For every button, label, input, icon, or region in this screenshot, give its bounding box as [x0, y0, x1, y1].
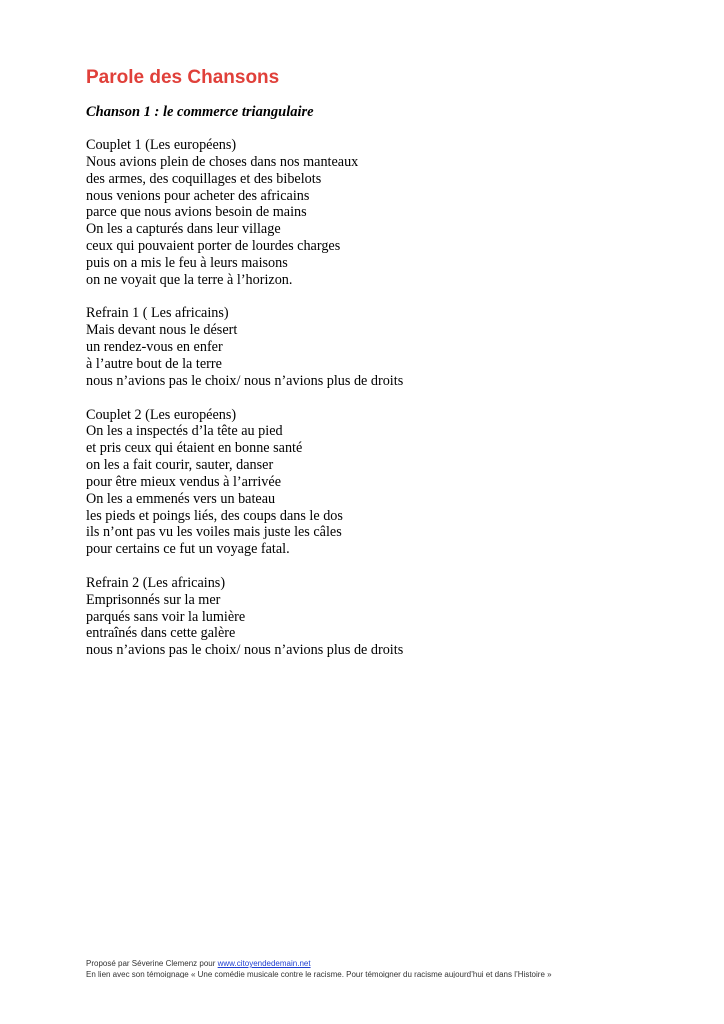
- stanza-heading: Refrain 2 (Les africains): [86, 574, 226, 591]
- page-footer: [86, 958, 646, 978]
- lyric-line: pour être mieux vendus à l’arrivée: [86, 473, 281, 490]
- stanza-couplet-2: [86, 407, 646, 559]
- stanza-refrain-1: [86, 305, 646, 389]
- lyric-line: parce que nous avions besoin de mains: [86, 204, 307, 221]
- lyric-line: les pieds et poings liés, des coups dans le dos: [86, 507, 343, 524]
- lyric-line: pour certains ce fut un voyage fatal.: [86, 541, 290, 558]
- lyric-line: ceux qui pouvaient porter de lourdes charges: [86, 238, 341, 255]
- stanza-refrain-2: [86, 575, 646, 659]
- lyric-line: à l’autre bout de la terre: [86, 355, 222, 372]
- song-title: Chanson 1 : le commerce triangulaire: [86, 104, 314, 120]
- lyric-line: puis on a mis le feu à leurs maisons: [86, 254, 288, 271]
- stanza-heading: Couplet 1 (Les européens): [86, 137, 237, 153]
- lyric-line: Emprisonnés sur la mer: [86, 591, 221, 608]
- lyric-line: On les a inspectés d’la tête au pied: [86, 423, 283, 440]
- lyric-line: ils n’ont pas vu les voiles mais juste les câles: [86, 524, 342, 541]
- lyric-line: nous venions pour acheter des africains: [86, 187, 310, 204]
- lyric-line: entraînés dans cette galère: [86, 625, 236, 642]
- lyric-line: Mais devant nous le désert: [86, 322, 238, 339]
- lyric-line: Nous avions plein de choses dans nos manteaux: [86, 153, 359, 170]
- lyric-line: on les a fait courir, sauter, danser: [86, 457, 274, 474]
- page-title: Parole des Chansons: [86, 67, 280, 88]
- lyric-line: et pris ceux qui étaient en bonne santé: [86, 440, 303, 457]
- stanza-heading: Couplet 2 (Les européens): [86, 406, 237, 423]
- lyric-line: nous n’avions pas le choix/ nous n’avions plus de droits: [86, 372, 404, 389]
- footer-credit: [86, 958, 646, 969]
- lyrics: [86, 137, 646, 676]
- footer-context: En lien avec son témoignage « Une comédie musicale contre le racisme. Pour témoigner du racisme aujourd’hui et dans l’Histoire »: [86, 970, 552, 978]
- lyric-line: des armes, des coquillages et des bibelots: [86, 170, 322, 187]
- stanza-couplet-1: [86, 137, 646, 289]
- lyric-line: On les a capturés dans leur village: [86, 221, 281, 238]
- lyric-line: On les a emmenés vers un bateau: [86, 490, 276, 507]
- lyric-line: parqués sans voir la lumière: [86, 608, 246, 625]
- lyric-line: nous n’avions pas le choix/ nous n’avions plus de droits: [86, 642, 404, 659]
- website-link[interactable]: www.citoyendedemain.net: [217, 959, 311, 968]
- lyric-line: on ne voyait que la terre à l’horizon.: [86, 271, 293, 288]
- lyric-line: un rendez-vous en enfer: [86, 339, 223, 356]
- stanza-heading: Refrain 1 ( Les africains): [86, 305, 229, 322]
- footer-prefix: Proposé par Séverine Clemenz pour: [86, 959, 218, 968]
